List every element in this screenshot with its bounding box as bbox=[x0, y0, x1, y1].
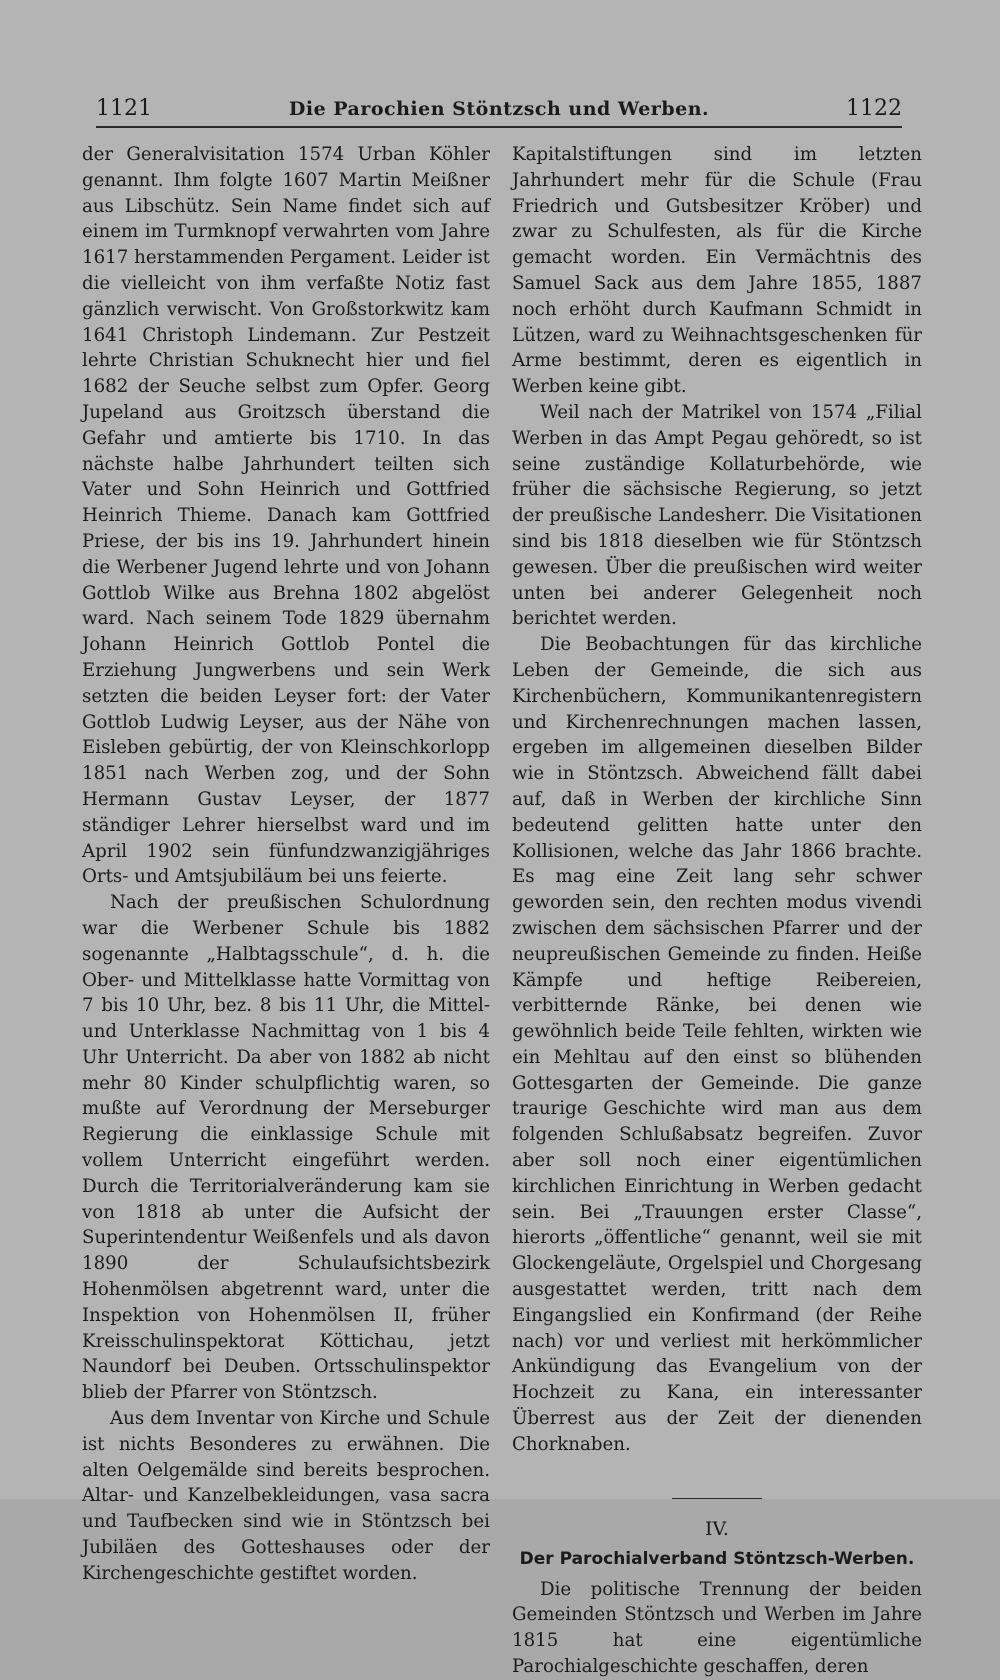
page-number-right: 1122 bbox=[846, 96, 902, 121]
paragraph: der Generalvisitation 1574 Urban Köhler genannt. Ihm folgte 1607 Martin Meißner aus Libschütz. Sein Name findet sich auf einem im Turmknopf verwahrten vom Jahre 1617 herstammenden Pergament. Leider ist die vielleicht von ihm verfaßte Notiz fast gänzlich verwischt. Von Großstorkwitz kam 1641 Christoph Lindemann. Zur Pestzeit lehrte Christian Schuknecht hier und fiel 1682 der Seuche selbst zum Opfer. Georg Jupeland aus Groitzsch überstand die Gefahr und amtierte bis 1710. In das nächste halbe Jahrhundert teilten sich Vater und Sohn Heinrich und Gottfried Heinrich Thieme. Danach kam Gottfried Priese, der bis ins 19. Jahrhundert hinein die Werbener Jugend lehrte und von Johann Gottlob Wilke aus Brehna 1802 abgelöst ward. Nach seinem Tode 1829 übernahm Johann Heinrich Gottlob Pontel die Erziehung Jungwerbens und sein Werk setzten die beiden Leyser fort: der Vater Gottlob Ludwig Leyser, aus der Nähe von Eisleben gebürtig, der von Kleinschkorlopp 1851 nach Werben zog, und der Sohn Hermann Gustav Leyser, der 1877 ständiger Lehrer hierselbst ward und im April 1902 sein fünfundzwanzigjähriges Orts- und Amtsjubiläum bei uns feierte. bbox=[82, 144, 490, 888]
section-divider bbox=[672, 1498, 762, 1499]
section-title: Der Parochialverband Stöntzsch-Werben. bbox=[519, 1548, 915, 1569]
running-title: Die Parochien Stöntzsch und Werben. bbox=[288, 98, 710, 120]
paragraph: Die Beobachtungen für das kirchliche Leben der Gemeinde, die sich aus Kirchenbüchern, Kommunikantenregistern und Kirchenrechnungen machen lassen, ergeben im allgemeinen dieselben Bilder wie in Stöntzsch. Abweichend fällt dabei auf, daß in Werben der kirchliche Sinn bedeutend gelitten hatte unter den Kollisionen, welche das Jahr 1866 brachte. Es mag eine Zeit lang sehr schwer geworden sein, den rechten modus vivendi zwischen dem sächsischen Pfarrer und der neupreußischen Gemeinde zu finden. Heiße Kämpfe und heftige Reibereien, verbitternde Ränke, bei denen wie gewöhnlich beide Teile fehlten, wirkten wie ein Mehltau auf den einst so blühenden Gottesgarten der Gemeinde. Die ganze traurige Geschichte wird man aus dem folgenden Schlußabsatz begreifen. Zuvor aber soll noch einer eigentümlichen kirchlichen Einrichtung in Werben gedacht sein. Bei „Trauungen erster Classe“, hierorts „öffentliche“ genannt, weil sie mit Glockengeläute, Orgelspiel und Chorgesang ausgestattet werden, tritt nach dem Eingangslied ein Konfirmand (der Reihe nach) vor und verliest mit herkömmlicher Ankündigung das Evangelium von der Hochzeit zu Kana, ein interessanter Überrest aus der Zeit der dienenden Chorknaben. bbox=[512, 634, 922, 1455]
page-header bbox=[96, 96, 902, 128]
paragraph: Weil nach der Matrikel von 1574 „Filial Werben in das Ampt Pegau gehöredt, so ist seine zuständige Kollaturbehörde, wie früher die sächsische Regierung, so jetzt der preußische Landesherr. Die Visitationen sind bis 1818 dieselben wie für Stöntzsch gewesen. Über die preußischen wird weiter unten bei anderer Gelegenheit noch berichtet werden. bbox=[512, 401, 922, 630]
paragraph: Die politische Trennung der beiden Gemeinden Stöntzsch und Werben im Jahre 1815 hat eine eigentümliche Parochialgeschichte geschaffen, deren bbox=[512, 1578, 922, 1678]
section-number: IV. bbox=[705, 1517, 729, 1540]
paragraph: Nach der preußischen Schulordnung war die Werbener Schule bis 1882 sogenannte „Halbtagsschule“, d. h. die Ober- und Mittelklasse hatte Vormittag von 7 bis 10 Uhr, bez. 8 bis 11 Uhr, die Mittel- und Unterklasse Nachmittag von 1 bis 4 Uhr Unterricht. Da aber von 1882 ab nicht mehr 80 Kinder schulpflichtig waren, so mußte auf Verordnung der Merseburger Regierung die einklassige Schule mit vollem Unterricht eingeführt werden. Durch die Territorialveränderung kam sie von 1818 ab unter die Aufsicht der Superintendentur Weißenfels und als davon 1890 der Schulaufsichtsbezirk Hohenmölsen abgetrennt ward, unter die Inspektion von Hohenmölsen II, früher Kreisschulinspektorat Köttichau, jetzt Naundorf bei Deuben. Ortsschulinspektor blieb der Pfarrer von Stöntzsch. bbox=[82, 892, 490, 1404]
page-number-left: 1121 bbox=[96, 96, 152, 121]
paragraph: Kapitalstiftungen sind im letzten Jahrhundert mehr für die Schule (Frau Friedrich und Gutsbesitzer Kröber) und zwar zu Schulfesten, als für die Kirche gemacht worden. Ein Vermächtnis des Samuel Sack aus dem Jahre 1855, 1887 noch erhöht durch Kaufmann Schmidt in Lützen, ward zu Weihnachtsgeschenken für Arme bestimmt, deren es eigentlich in Werben keine gibt. bbox=[512, 144, 922, 398]
paragraph: Aus dem Inventar von Kirche und Schule ist nichts Besonderes zu erwähnen. Die alten Oelgemälde sind bereits besprochen. Altar- und Kanzelbekleidungen, vasa sacra und Taufbecken sind wie in Stöntzsch bei Jubiläen des Gotteshauses oder der Kirchengeschichte gestiftet worden. bbox=[82, 1408, 490, 1584]
left-column bbox=[82, 142, 490, 1587]
right-column bbox=[512, 142, 922, 1680]
